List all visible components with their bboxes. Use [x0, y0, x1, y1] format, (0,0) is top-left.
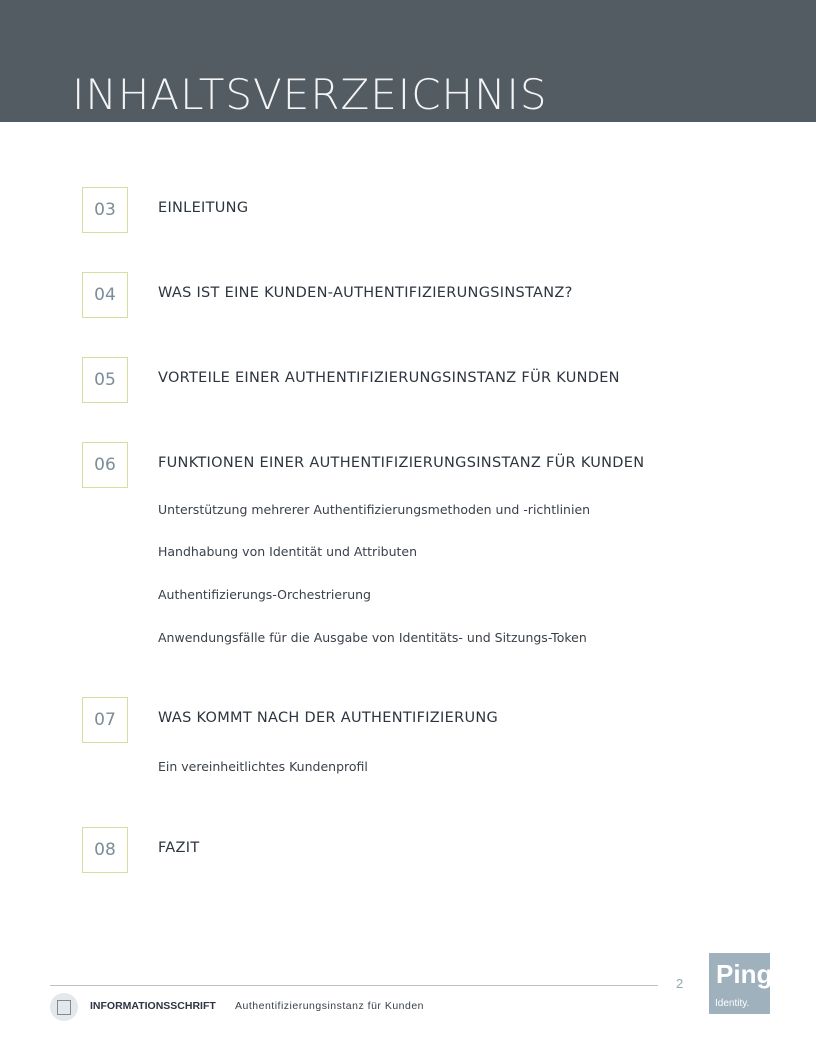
ping-identity-logo — [709, 953, 773, 1014]
page-number-box: 06 — [82, 442, 128, 488]
page-number: 2 — [676, 976, 684, 991]
page-number-box: 08 — [82, 827, 128, 873]
toc-subitem[interactable]: Unterstützung mehrerer Authentifizierungsmethoden und -richtlinien — [158, 502, 591, 517]
footer-divider — [50, 985, 658, 986]
footer-doc-title: Authentifizierungsinstanz für Kunden — [235, 1000, 425, 1012]
toc-subitem[interactable]: Authentifizierungs-Orchestrierung — [158, 587, 371, 602]
header-banner — [0, 0, 816, 122]
page-title: INHALTSVERZEICHNIS — [72, 70, 548, 119]
toc-subitem[interactable]: Handhabung von Identität und Attributen — [158, 544, 418, 559]
toc-heading: VORTEILE EINER AUTHENTIFIZIERUNGSINSTANZ FÜR KUNDEN — [158, 370, 620, 386]
toc-heading: WAS IST EINE KUNDEN-AUTHENTIFIZIERUNGSINSTANZ? — [158, 285, 573, 301]
toc-heading: FUNKTIONEN EINER AUTHENTIFIZIERUNGSINSTANZ FÜR KUNDEN — [158, 455, 645, 471]
logo-main-text: Ping — [716, 959, 773, 989]
footer-doc-type: INFORMATIONSSCHRIFT — [90, 1000, 216, 1012]
page-number-box: 03 — [82, 187, 128, 233]
toc-heading: FAZIT — [158, 840, 200, 856]
toc-heading: EINLEITUNG — [158, 200, 249, 216]
page-number-box: 05 — [82, 357, 128, 403]
logo-sub-text: Identity. — [715, 998, 750, 1009]
toc-heading: WAS KOMMT NACH DER AUTHENTIFIZIERUNG — [158, 710, 499, 726]
page-number-box: 07 — [82, 697, 128, 743]
toc-subitem[interactable]: Ein vereinheitlichtes Kundenprofil — [158, 759, 368, 774]
toc-subitem[interactable]: Anwendungsfälle für die Ausgabe von Identitäts- und Sitzungs-Token — [158, 630, 587, 645]
document-icon — [50, 993, 78, 1021]
page-number-box: 04 — [82, 272, 128, 318]
